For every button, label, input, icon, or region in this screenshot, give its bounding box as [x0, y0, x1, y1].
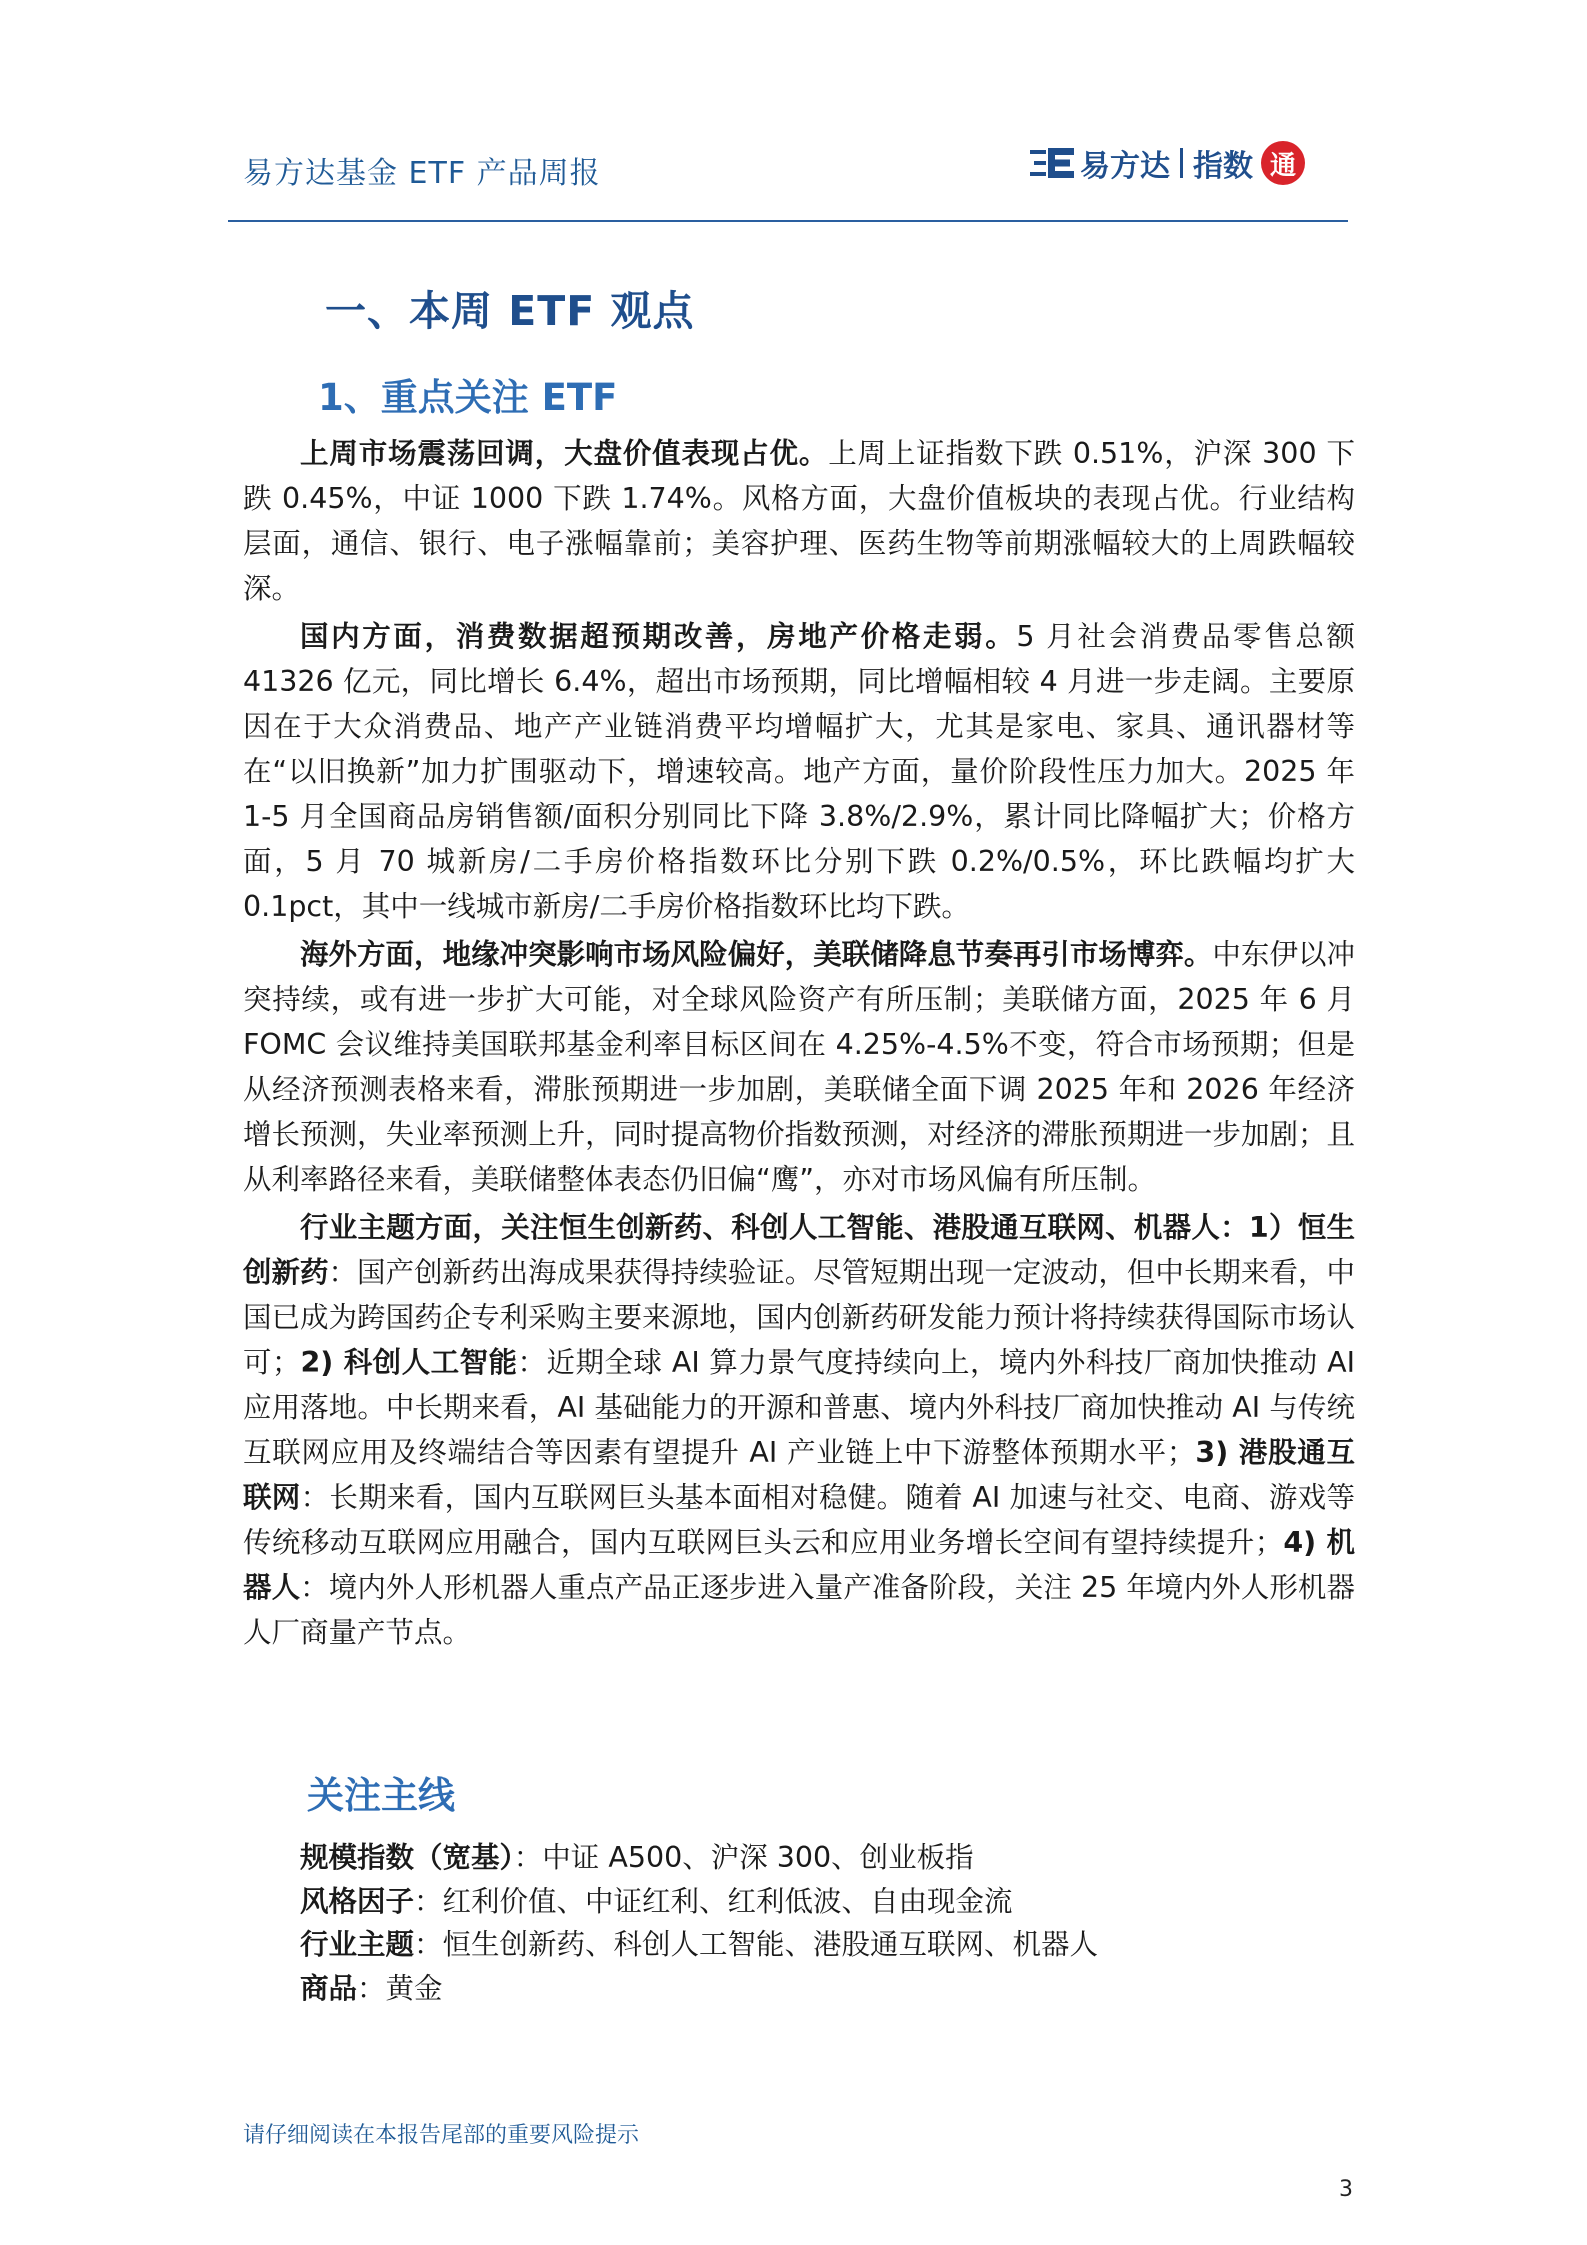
focus-item — [300, 1880, 1098, 1924]
focus-item-value: ：恒生创新药、科创人工智能、港股通互联网、机器人 — [414, 1928, 1099, 1961]
subsection-title: 1、重点关注 ETF — [318, 376, 618, 419]
industry-item-label: 2) 科创人工智能 — [300, 1346, 518, 1379]
paragraph-text: 中东伊以冲突持续，或有进一步扩大可能，对全球风险资产有所压制；美联储方面，2025 年 6 月 FOMC 会议维持美国联邦基金利率目标区间在 4.25%-4.5%不变，符合市场预期；但是从经济预测表格来看，滞胀预期进一步加剧，美联储全面下调 2025 年和 2026 年经济增长预测，失业率预测上升，同时提高物价指数预测，对经济的滞胀预期进一步加剧；且从利率路径来看，美联储整体表态仍旧偏“鹰”，亦对市场风偏有所压制。 — [243, 938, 1355, 1196]
industry-item-text: ：境内外人形机器人重点产品正逐步进入量产准备阶段，关注 25 年境内外人形机器人厂商量产节点。 — [243, 1571, 1355, 1649]
paragraph-text: 上周上证指数下跌 0.51%，沪深 300 下跌 0.45%，中证 1000 下跌 1.74%。风格方面，大盘价值板块的表现占优。行业结构层面，通信、银行、电子涨幅靠前；美容护理、医药生物等前期涨幅较大的上周跌幅较深。 — [243, 437, 1355, 605]
focus-item — [300, 1836, 1098, 1880]
focus-item-value: ：中证 A500、沪深 300、创业板指 — [513, 1841, 974, 1874]
industry-item-label: 4) 机器人 — [243, 1526, 1355, 1604]
focus-item-value: ：黄金 — [357, 1971, 443, 2005]
logo-divider — [1180, 148, 1183, 178]
paragraph-industry — [243, 1205, 1355, 1655]
industry-item-text: ：近期全球 AI 算力景气度持续向上，境内外科技厂商加快推动 AI 应用落地。中长期来看，AI 基础能力的开源和普惠、境内外科技厂商加快推动 AI 与传统互联网应用及终端结合等因素有望提升 AI 产业链上中下游整体预期水平； — [243, 1346, 1355, 1469]
paragraph-lead: 海外方面，地缘冲突影响市场风险偏好，美联储降息节奏再引市场博弈。 — [300, 938, 1213, 971]
risk-notice: 请仔细阅读在本报告尾部的重要风险提示 — [243, 2123, 640, 2148]
industry-item-text: ：国产创新药出海成果获得持续验证。尽管短期出现一定波动，但中长期来看，中国已成为跨国药企专利采购主要来源地，国内创新药研发能力预计将持续获得国际市场认可； — [243, 1256, 1355, 1379]
report-header-title: 易方达基金 ETF 产品周报 — [243, 156, 601, 191]
industry-item-text: ：长期来看，国内互联网巨头基本面相对稳健。随着 AI 加速与社交、电商、游戏等传统移动互联网应用融合，国内互联网巨头云和应用业务增长空间有望持续提升； — [243, 1481, 1355, 1559]
paragraph-domestic — [243, 614, 1355, 929]
industry-item-label: 1）恒生创新药 — [243, 1211, 1355, 1289]
paragraph-overseas — [243, 932, 1355, 1202]
logo-badge-icon: 通 — [1261, 141, 1305, 185]
focus-item — [300, 1923, 1098, 1967]
focus-item-label: 行业主题 — [300, 1928, 415, 1961]
paragraph-lead: 行业主题方面，关注恒生创新药、科创人工智能、港股通互联网、机器人： — [300, 1211, 1249, 1244]
header-divider — [228, 220, 1348, 222]
focus-list — [300, 1836, 1098, 2010]
logo-e-icon — [1030, 148, 1074, 178]
focus-item-value: ：红利价值、中证红利、红利低波、自由现金流 — [414, 1884, 1013, 1918]
section-title: 一、本周 ETF 观点 — [325, 287, 695, 335]
paragraph-lead: 国内方面，消费数据超预期改善，房地产价格走弱。 — [300, 620, 1017, 653]
industry-item-label: 3) 港股通互联网 — [243, 1436, 1355, 1514]
logo-name: 易方达 — [1080, 149, 1170, 184]
paragraph-lead: 上周市场震荡回调，大盘价值表现占优。 — [300, 437, 829, 470]
focus-item-label: 风格因子 — [300, 1884, 415, 1918]
focus-item-label: 商品 — [300, 1971, 358, 2005]
report-body — [243, 431, 1355, 1658]
page-number: 3 — [1339, 2177, 1353, 2202]
paragraph-market — [243, 431, 1355, 611]
logo-subtitle: 指数 — [1193, 149, 1253, 184]
paragraph-text: 5 月社会消费品零售总额 41326 亿元，同比增长 6.4%，超出市场预期，同比增幅相较 4 月进一步走阔。主要原因在于大众消费品、地产产业链消费平均增幅扩大，尤其是家电、家具、通讯器材等在“以旧换新”加力扩围驱动下，增速较高。地产方面，量价阶段性压力加大。2025 年 1-5 月全国商品房销售额/面积分别同比下降 3.8%/2.9%，累计同比降幅扩大；价格方面，5 月 70 城新房/二手房价格指数环比分别下跌 0.2%/0.5%，环比跌幅均扩大 0.1pct，其中一线城市新房/二手房价格指数环比均下跌。 — [243, 620, 1355, 923]
focus-item-label: 规模指数（宽基） — [300, 1841, 514, 1874]
company-logo — [1030, 138, 1305, 188]
focus-item — [300, 1967, 1098, 2011]
focus-title: 关注主线 — [307, 1774, 455, 1817]
